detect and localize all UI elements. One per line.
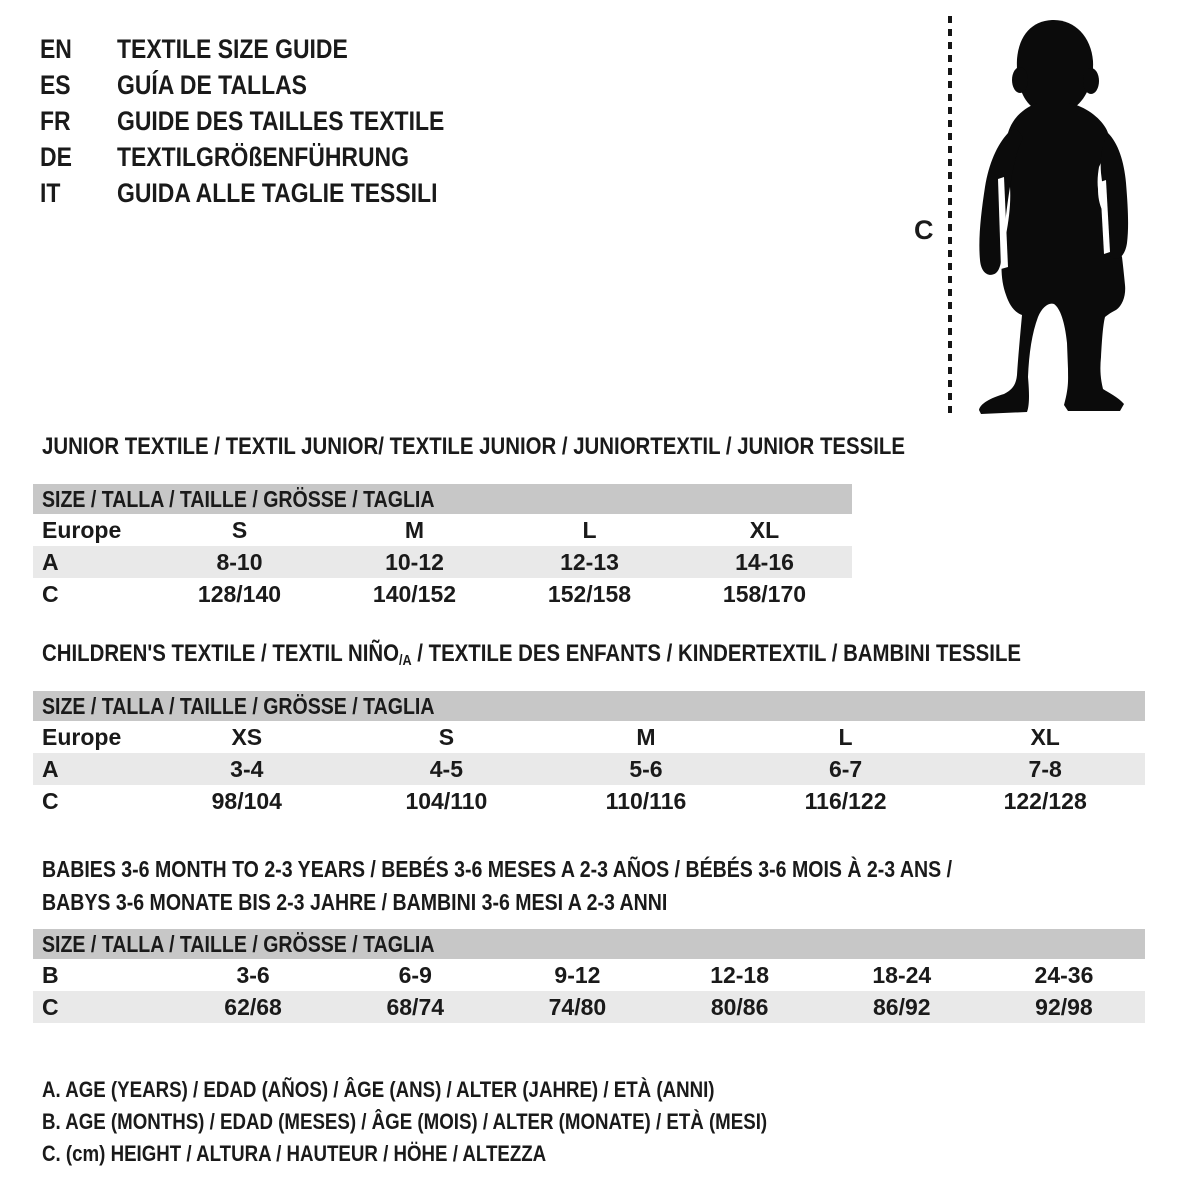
table-cell: 8-10 — [216, 549, 263, 575]
table-row — [33, 785, 1145, 817]
table-cell: 80/86 — [710, 994, 769, 1020]
language-row — [40, 103, 640, 139]
footnote-text: C. (cm) HEIGHT / ALTURA / HAUTEUR / HÖHE / ALTEZZA — [42, 1141, 547, 1166]
table-cell: 110/116 — [605, 788, 687, 814]
table-cell: L — [582, 517, 597, 543]
table-row — [33, 991, 1145, 1023]
table-cell: 152/158 — [547, 581, 632, 607]
table-row — [33, 546, 852, 578]
table-row — [33, 721, 1145, 753]
table-cell: M — [404, 517, 425, 543]
size-header-band — [33, 929, 1145, 959]
table-cell: 116/122 — [804, 788, 887, 814]
table-cell: 98/104 — [211, 788, 282, 814]
table-cell: XS — [231, 724, 263, 750]
table-cell: S — [231, 517, 248, 543]
table-cell: XL — [1030, 724, 1060, 750]
language-row — [40, 31, 640, 67]
table-cell: 68/74 — [386, 994, 445, 1020]
table-row — [33, 753, 1145, 785]
size-header-label: SIZE / TALLA / TAILLE / GRÖSSE / TAGLIA — [42, 931, 435, 957]
babies-section-title: BABIES 3-6 MONTH TO 2-3 YEARS / BEBÉS 3-6 MESES A 2-3 AÑOS / BÉBÉS 3-6 MOIS À 2-3 ANS / BABYS 3-6 MONATE BIS 2-3 JAHRE / BAMBINI 3-6 MESI A 2-3 ANNI — [42, 856, 953, 915]
language-code: DE — [40, 142, 72, 172]
table-row — [33, 959, 1145, 991]
language-title: GUIDE DES TAILLES TEXTILE — [117, 106, 445, 136]
size-header-band — [33, 691, 1145, 721]
row-label-cell: C — [42, 788, 59, 814]
row-label-cell: C — [42, 581, 59, 607]
table-cell: 62/68 — [224, 994, 282, 1020]
language-code: IT — [40, 178, 61, 208]
language-row — [40, 67, 640, 103]
footnote-legend — [42, 1074, 895, 1170]
babies-size-table — [33, 929, 1145, 1023]
toddler-silhouette-icon — [970, 17, 1133, 417]
language-title: TEXTILGRÖßENFÜHRUNG — [117, 142, 409, 172]
table-cell: 3-4 — [230, 756, 264, 782]
height-measure-dashed-line — [948, 16, 952, 418]
footnote-text: A. AGE (YEARS) / EDAD (AÑOS) / ÂGE (ANS) / ALTER (JAHRE) / ETÀ (ANNI) — [42, 1077, 715, 1102]
language-code: ES — [40, 70, 71, 100]
row-label-cell: C — [42, 994, 59, 1020]
table-cell: 14-16 — [735, 549, 794, 575]
table-cell: 24-36 — [1034, 962, 1094, 988]
table-cell: 92/98 — [1035, 994, 1093, 1020]
footnote-line — [42, 1106, 895, 1138]
table-cell: 12-13 — [560, 549, 619, 575]
footnote-line — [42, 1138, 895, 1170]
table-cell: 74/80 — [548, 994, 607, 1020]
language-row — [40, 139, 640, 175]
table-row — [33, 578, 852, 610]
table-cell: 10-12 — [385, 549, 444, 575]
language-title: GUIDA ALLE TAGLIE TESSILI — [117, 178, 438, 208]
table-cell: 140/152 — [372, 581, 457, 607]
table-cell: 9-12 — [554, 962, 601, 988]
table-cell: 6-9 — [398, 962, 432, 988]
figure-height-label: C — [914, 215, 934, 245]
size-header-label: SIZE / TALLA / TAILLE / GRÖSSE / TAGLIA — [42, 693, 435, 719]
footnote-line — [42, 1074, 895, 1106]
children-size-table — [33, 691, 1145, 817]
table-cell: 86/92 — [872, 994, 931, 1020]
table-cell: 3-6 — [236, 962, 270, 988]
table-cell: XL — [749, 517, 780, 543]
table-cell: 12-18 — [710, 962, 770, 988]
children-section-title: CHILDREN'S TEXTILE / TEXTIL $NIÑO_{/A}$ / TEXTILE DES ENFANTS / KINDERTEXTIL / BAMBINI TESSILE — [42, 640, 1022, 670]
size-header-label: SIZE / TALLA / TAILLE / GRÖSSE / TAGLIA — [42, 486, 435, 512]
table-cell: 6-7 — [828, 756, 863, 782]
table-cell: L — [838, 724, 853, 750]
table-row — [33, 514, 852, 546]
language-title: GUÍA DE TALLAS — [117, 70, 307, 100]
table-cell: M — [636, 724, 656, 750]
table-cell: 158/170 — [722, 581, 807, 607]
row-label-cell: Europe — [42, 517, 122, 543]
table-cell: 18-24 — [872, 962, 932, 988]
junior-size-table — [33, 484, 852, 610]
row-label-cell: A — [42, 549, 59, 575]
table-cell: 122/128 — [1003, 788, 1087, 814]
language-title-block — [40, 31, 640, 211]
language-code: FR — [40, 106, 71, 136]
language-code: EN — [40, 34, 72, 64]
table-cell: 5-6 — [629, 756, 663, 782]
row-label-cell: A — [42, 756, 59, 782]
table-cell: 104/110 — [405, 788, 488, 814]
row-label-cell: B — [42, 962, 59, 988]
table-cell: 4-5 — [429, 756, 464, 782]
language-title: TEXTILE SIZE GUIDE — [117, 34, 348, 64]
footnote-text: B. AGE (MONTHS) / EDAD (MESES) / ÂGE (MOIS) / ALTER (MONATE) / ETÀ (MESI) — [42, 1109, 768, 1134]
table-cell: 128/140 — [197, 581, 282, 607]
row-label-cell: Europe — [42, 724, 122, 750]
language-row — [40, 175, 640, 211]
size-header-band — [33, 484, 852, 514]
table-cell: 7-8 — [1028, 756, 1062, 782]
table-cell: S — [438, 724, 455, 750]
junior-section-title: JUNIOR TEXTILE / TEXTIL JUNIOR/ TEXTILE JUNIOR / JUNIORTEXTIL / JUNIOR TESSILE — [42, 433, 905, 460]
